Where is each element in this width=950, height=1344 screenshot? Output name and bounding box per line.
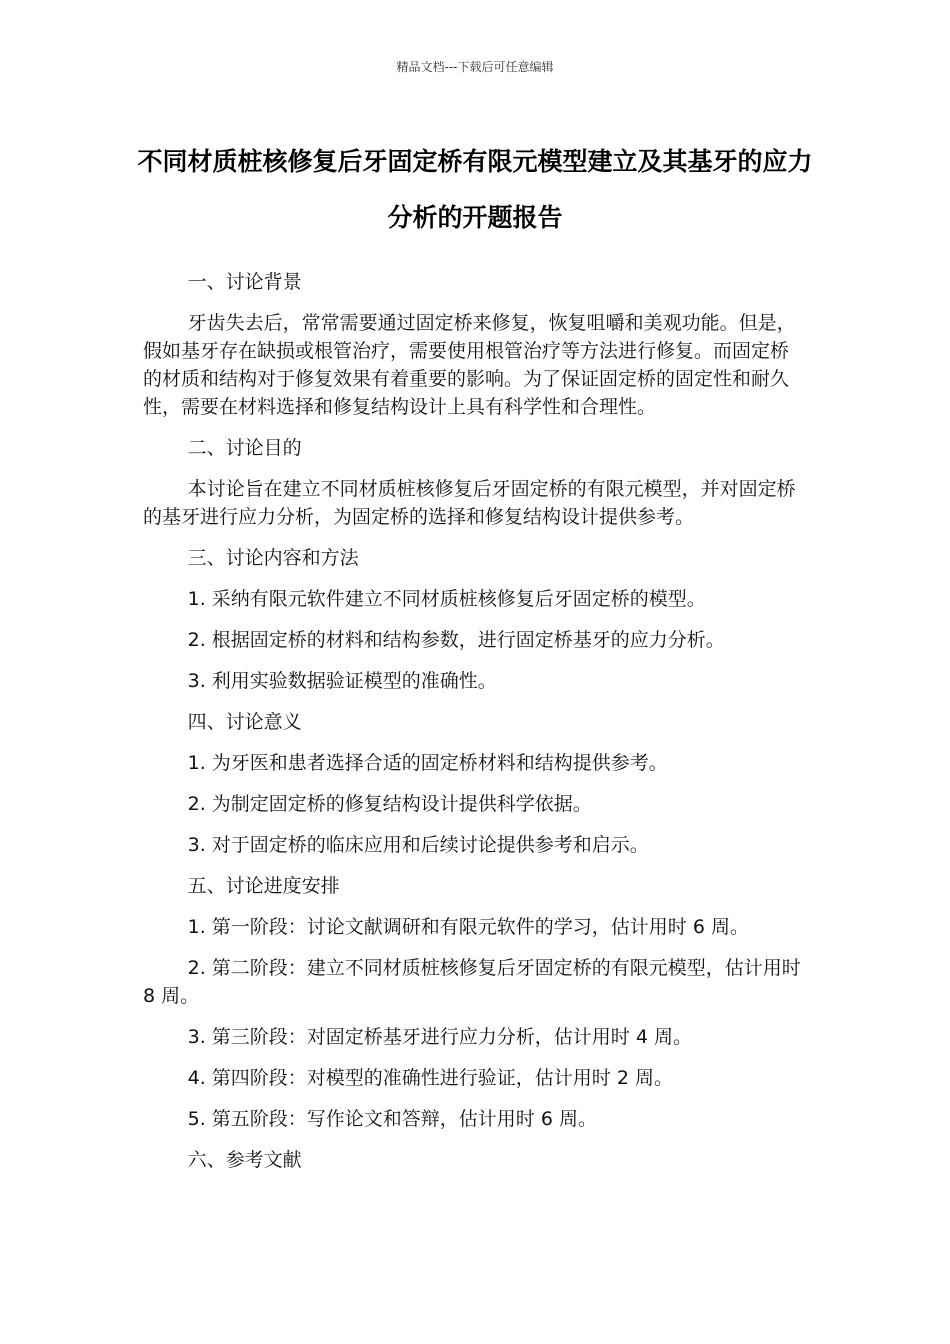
paragraph-purpose: 本讨论旨在建立不同材质桩核修复后牙固定桥的有限元模型，并对固定桥的基牙进行应力分析，为固定桥的选择和修复结构设计提供参考。 bbox=[143, 478, 796, 528]
section-heading-schedule: 五、讨论进度安排 bbox=[187, 875, 340, 897]
section-heading-references: 六、参考文献 bbox=[187, 1149, 302, 1171]
list-item-schedule-2: 2. 第二阶段：建立不同材质桩核修复后牙固定桥的有限元模型，估计用时 8 周。 bbox=[143, 957, 801, 1007]
section-heading-purpose: 二、讨论目的 bbox=[187, 437, 302, 459]
section-heading-methods: 三、讨论内容和方法 bbox=[187, 547, 359, 569]
document-body bbox=[143, 268, 807, 1187]
section-heading-significance: 四、讨论意义 bbox=[187, 711, 302, 733]
list-item-schedule-5: 5. 第五阶段：写作论文和答辩，估计用时 6 周。 bbox=[187, 1108, 597, 1130]
list-item-significance-1: 1. 为牙医和患者选择合适的固定桥材料和结构提供参考。 bbox=[187, 752, 668, 774]
list-item-methods-3: 3. 利用实验数据验证模型的准确性。 bbox=[187, 670, 497, 692]
document-title: 不同材质桩核修复后牙固定桥有限元模型建立及其基牙的应力分析的开题报告 bbox=[137, 147, 813, 232]
list-item-significance-2: 2. 为制定固定桥的修复结构设计提供科学依据。 bbox=[187, 793, 592, 815]
list-item-methods-1: 1. 采纳有限元软件建立不同材质桩核修复后牙固定桥的模型。 bbox=[187, 588, 706, 610]
list-item-schedule-3: 3. 第三阶段：对固定桥基牙进行应力分析，估计用时 4 周。 bbox=[187, 1026, 692, 1048]
section-heading-background: 一、讨论背景 bbox=[187, 271, 302, 293]
list-item-schedule-1: 1. 第一阶段：讨论文献调研和有限元软件的学习，估计用时 6 周。 bbox=[187, 916, 749, 938]
list-item-schedule-4: 4. 第四阶段：对模型的准确性进行验证，估计用时 2 周。 bbox=[187, 1067, 673, 1089]
list-item-significance-3: 3. 对于固定桥的临床应用和后续讨论提供参考和启示。 bbox=[187, 834, 649, 856]
page-header: 精品文档---下载后可任意编辑 bbox=[396, 60, 554, 74]
paragraph-background: 牙齿失去后，常常需要通过固定桥来修复，恢复咀嚼和美观功能。但是，假如基牙存在缺损或根管治疗，需要使用根管治疗等方法进行修复。而固定桥的材质和结构对于修复效果有着重要的影响。为了保证固定桥的固定性和耐久性，需要在材料选择和修复结构设计上具有科学性和合理性。 bbox=[143, 312, 796, 418]
list-item-methods-2: 2. 根据固定桥的材料和结构参数，进行固定桥基牙的应力分析。 bbox=[187, 629, 725, 651]
